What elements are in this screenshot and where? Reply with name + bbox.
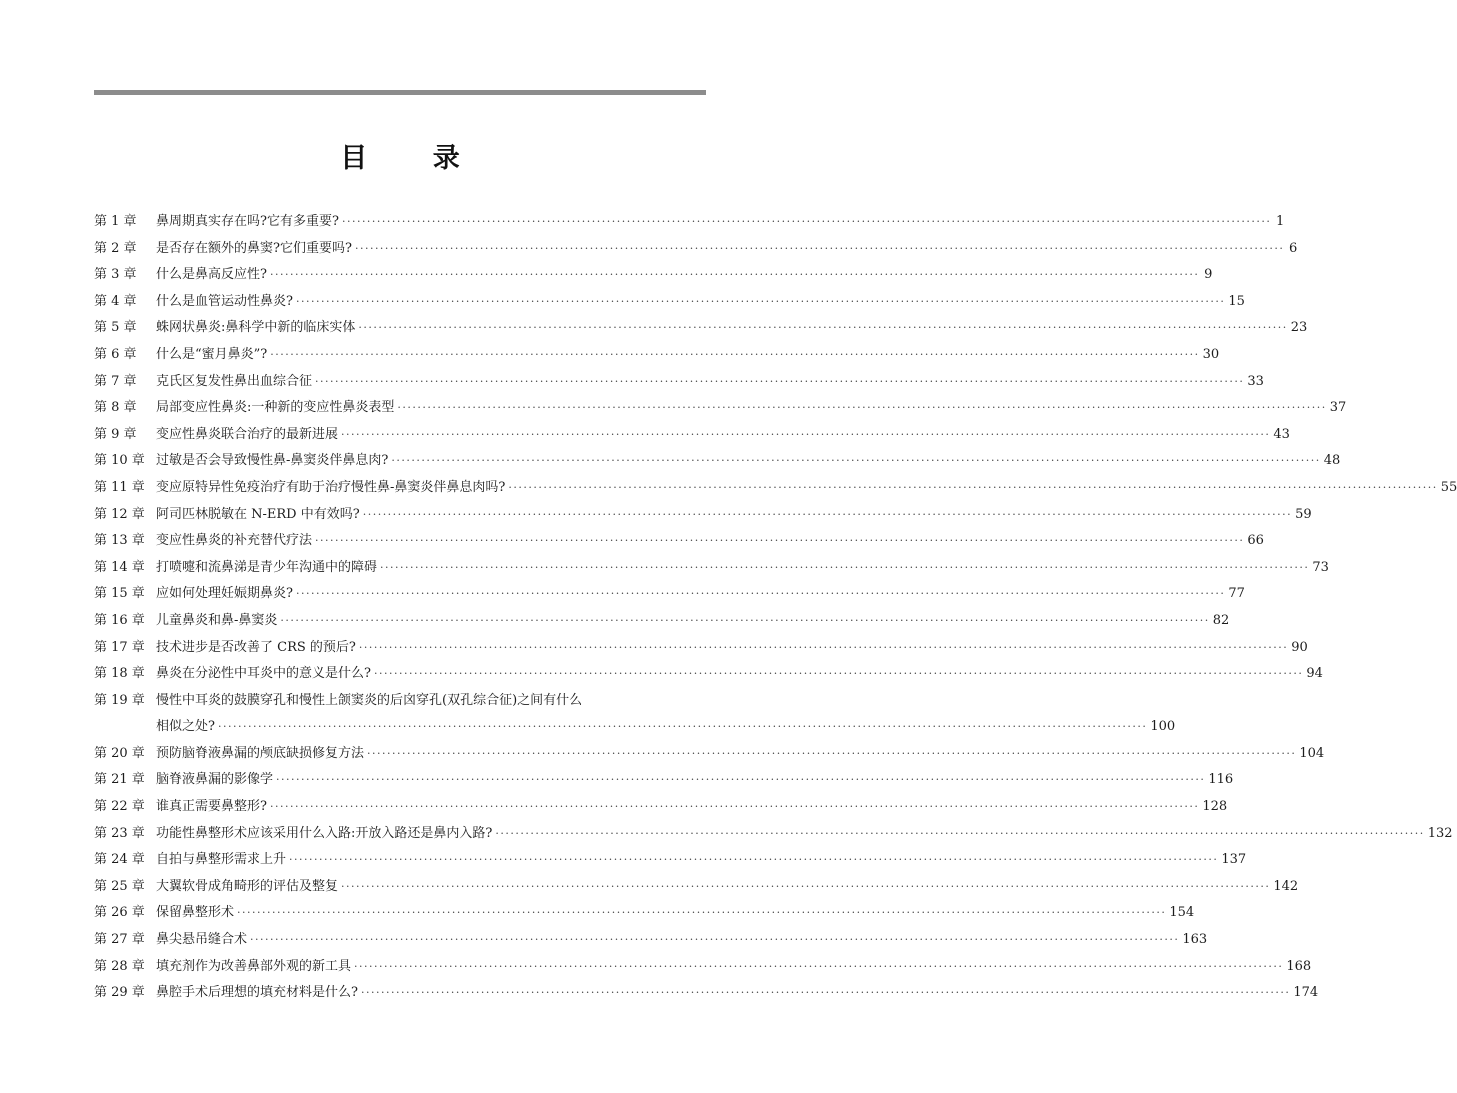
page-number: 37	[1329, 400, 1347, 416]
page-number: 1	[1276, 214, 1285, 229]
chapter-title: 鼻炎在分泌性中耳炎中的意义是什么?	[156, 666, 371, 682]
page-number: 82	[1212, 612, 1230, 628]
page-number: 33	[1247, 373, 1264, 389]
dot-leader	[354, 960, 1283, 973]
toc-entry-1[interactable]	[94, 210, 1285, 237]
dot-leader	[250, 933, 1179, 946]
toc-entry-6[interactable]	[94, 343, 1220, 370]
chapter-title: 谁真正需要鼻整形?	[156, 799, 267, 815]
dot-leader	[296, 295, 1225, 308]
toc-entry-4[interactable]	[94, 290, 1245, 317]
page-number: 104	[1299, 745, 1325, 761]
dot-leader	[358, 321, 1287, 334]
chapter-title: 保留鼻整形术	[156, 905, 235, 921]
dot-leader	[342, 215, 1271, 228]
chapter-title: 自拍与鼻整形需求上升	[156, 852, 287, 868]
chapter-title: 变应性鼻炎联合治疗的最新进展	[156, 426, 339, 442]
chapter-number: 第 26 章	[94, 905, 145, 921]
toc-entry-5[interactable]	[94, 316, 1308, 343]
chapter-number: 第 10 章	[94, 453, 145, 469]
dot-leader	[363, 508, 1292, 521]
dot-leader	[270, 268, 1199, 281]
dot-leader	[508, 481, 1437, 494]
dot-leader	[361, 986, 1290, 999]
chapter-number: 第 28 章	[94, 958, 145, 974]
page-number: 66	[1247, 533, 1264, 549]
chapter-number: 第 1 章	[94, 214, 137, 229]
chapter-number: 第 16 章	[94, 612, 145, 628]
page-number: 174	[1293, 985, 1319, 1001]
toc-entry-20[interactable]	[94, 742, 1325, 769]
page-number: 142	[1273, 878, 1299, 894]
page-number: 59	[1295, 506, 1312, 522]
page-number: 6	[1289, 240, 1298, 256]
dot-leader	[367, 747, 1296, 760]
toc-entry-25[interactable]	[94, 875, 1299, 902]
chapter-title: 阿司匹林脱敏在 N-ERD 中有效吗?	[156, 506, 360, 522]
chapter-title: 什么是鼻高反应性?	[156, 267, 267, 283]
page-number: 90	[1291, 639, 1308, 655]
chapter-title: 鼻周期真实存在吗?它有多重要?	[156, 214, 339, 229]
toc-entry-15[interactable]	[94, 582, 1245, 609]
chapter-title: 过敏是否会导致慢性鼻-鼻窦炎伴鼻息肉?	[156, 453, 389, 469]
dot-leader	[270, 800, 1199, 813]
toc-entry-22[interactable]	[94, 795, 1228, 822]
dot-leader	[315, 534, 1244, 547]
chapter-title: 相似之处?	[156, 719, 215, 735]
chapter-title: 什么是“蜜月鼻炎”?	[156, 346, 268, 362]
toc-entry-12[interactable]	[94, 503, 1312, 530]
dot-leader	[341, 880, 1270, 893]
page-number: 132	[1427, 825, 1453, 841]
chapter-title: 什么是血管运动性鼻炎?	[156, 293, 293, 309]
dot-leader	[355, 242, 1284, 255]
toc-entry-24[interactable]	[94, 848, 1247, 875]
toc-entry-18[interactable]	[94, 662, 1323, 689]
page-number: 94	[1306, 666, 1323, 682]
dot-leader	[495, 827, 1424, 840]
chapter-number: 第 27 章	[94, 932, 145, 948]
page-number: 48	[1323, 453, 1341, 469]
chapter-title: 儿童鼻炎和鼻-鼻窦炎	[156, 612, 278, 628]
chapter-title: 蛛网状鼻炎:鼻科学中新的临床实体	[156, 320, 356, 336]
chapter-title: 打喷嚏和流鼻涕是青少年沟通中的障碍	[156, 559, 378, 575]
chapter-number: 第 5 章	[94, 320, 137, 336]
chapter-number: 第 11 章	[94, 479, 145, 495]
table-of-contents	[94, 210, 1457, 1008]
chapter-title: 预防脑脊液鼻漏的颅底缺损修复方法	[156, 745, 365, 761]
chapter-number: 第 8 章	[94, 400, 137, 416]
page-number: 116	[1208, 772, 1234, 788]
dot-leader	[380, 561, 1309, 574]
chapter-number: 第 18 章	[94, 666, 145, 682]
chapter-number: 第 4 章	[94, 293, 137, 309]
chapter-title: 技术进步是否改善了 CRS 的预后?	[156, 639, 356, 655]
page-number: 55	[1440, 479, 1457, 495]
toc-entry-10[interactable]	[94, 449, 1341, 476]
toc-entry-17[interactable]	[94, 636, 1308, 663]
chapter-title: 功能性鼻整形术应该采用什么入路:开放入路还是鼻内入路?	[156, 825, 493, 841]
dot-leader	[276, 773, 1205, 786]
page-number: 15	[1228, 293, 1245, 309]
chapter-title: 是否存在额外的鼻窦?它们重要吗?	[156, 240, 352, 256]
toc-entry-2[interactable]	[94, 237, 1298, 264]
chapter-number: 第 7 章	[94, 373, 137, 389]
page-number: 77	[1228, 586, 1245, 602]
chapter-number: 第 17 章	[94, 639, 145, 655]
chapter-number: 第 25 章	[94, 878, 145, 894]
chapter-number: 第 15 章	[94, 586, 145, 602]
chapter-number: 第 3 章	[94, 267, 137, 283]
chapter-title: 局部变应性鼻炎:一种新的变应性鼻炎表型	[156, 400, 395, 416]
dot-leader	[397, 401, 1326, 414]
toc-entry-13[interactable]	[94, 529, 1264, 556]
chapter-number: 第 6 章	[94, 346, 137, 362]
page-number: 30	[1202, 346, 1220, 362]
chapter-number: 第 13 章	[94, 533, 145, 549]
toc-entry-7[interactable]	[94, 370, 1264, 397]
toc-entry-14[interactable]	[94, 556, 1329, 583]
page-number: 43	[1273, 426, 1290, 442]
chapter-title: 脑脊液鼻漏的影像学	[156, 772, 274, 788]
chapter-title: 填充剂作为改善鼻部外观的新工具	[156, 958, 352, 974]
page-number: 100	[1150, 719, 1176, 735]
chapter-title: 变应性鼻炎的补充替代疗法	[156, 533, 313, 549]
dot-leader	[315, 375, 1244, 388]
dot-leader	[374, 667, 1303, 680]
dot-leader	[270, 348, 1199, 361]
dot-leader	[289, 853, 1218, 866]
page-number: 154	[1169, 905, 1195, 921]
toc-entry-16[interactable]	[94, 609, 1230, 636]
toc-entry-26[interactable]	[94, 901, 1195, 928]
chapter-number: 第 2 章	[94, 240, 137, 256]
chapter-title: 鼻腔手术后理想的填充材料是什么?	[156, 985, 358, 1001]
page-number: 23	[1290, 320, 1308, 336]
chapter-title: 大翼软骨成角畸形的评估及整复	[156, 878, 339, 894]
dot-leader	[237, 906, 1166, 919]
page-number: 128	[1202, 799, 1228, 815]
chapter-number: 第 20 章	[94, 745, 145, 761]
toc-entry-11[interactable]	[94, 476, 1457, 503]
toc-entry-19-continued[interactable]	[94, 715, 1176, 742]
chapter-number: 第 9 章	[94, 426, 137, 442]
chapter-title: 变应原特异性免疫治疗有助于治疗慢性鼻-鼻窦炎伴鼻息肉吗?	[156, 479, 506, 495]
chapter-number: 第 19 章	[94, 692, 145, 708]
dot-leader	[280, 614, 1209, 627]
dot-leader	[218, 720, 1147, 733]
page-number: 137	[1221, 852, 1247, 868]
toc-entry-19[interactable]	[94, 689, 706, 716]
toc-entry-9[interactable]	[94, 423, 1290, 450]
toc-entry-3[interactable]	[94, 263, 1213, 290]
chapter-number: 第 14 章	[94, 559, 145, 575]
page-number: 73	[1312, 559, 1329, 575]
toc-entry-29[interactable]	[94, 981, 1319, 1008]
chapter-title: 鼻尖悬吊缝合术	[156, 932, 248, 948]
chapter-number: 第 23 章	[94, 825, 145, 841]
chapter-title: 克氏区复发性鼻出血综合征	[156, 373, 313, 389]
chapter-title: 慢性中耳炎的鼓膜穿孔和慢性上颌窦炎的后囟穿孔(双孔综合征)之间有什么	[156, 692, 583, 708]
page-title: 目 录	[340, 143, 488, 174]
page-number: 9	[1204, 267, 1213, 283]
chapter-number: 第 22 章	[94, 799, 145, 815]
toc-entry-8[interactable]	[94, 396, 1347, 423]
toc-entry-27[interactable]	[94, 928, 1208, 955]
chapter-number: 第 24 章	[94, 852, 145, 868]
toc-entry-23[interactable]	[94, 822, 1453, 849]
dot-leader	[341, 428, 1270, 441]
page-number: 168	[1286, 958, 1312, 974]
dot-leader	[391, 454, 1320, 467]
top-rule	[94, 90, 706, 95]
toc-entry-21[interactable]	[94, 768, 1234, 795]
chapter-title: 应如何处理妊娠期鼻炎?	[156, 586, 293, 602]
toc-entry-28[interactable]	[94, 955, 1312, 982]
dot-leader	[359, 641, 1288, 654]
page-number: 163	[1182, 932, 1208, 948]
chapter-number: 第 29 章	[94, 985, 145, 1001]
chapter-number: 第 21 章	[94, 772, 145, 788]
dot-leader	[296, 587, 1225, 600]
chapter-number: 第 12 章	[94, 506, 145, 522]
